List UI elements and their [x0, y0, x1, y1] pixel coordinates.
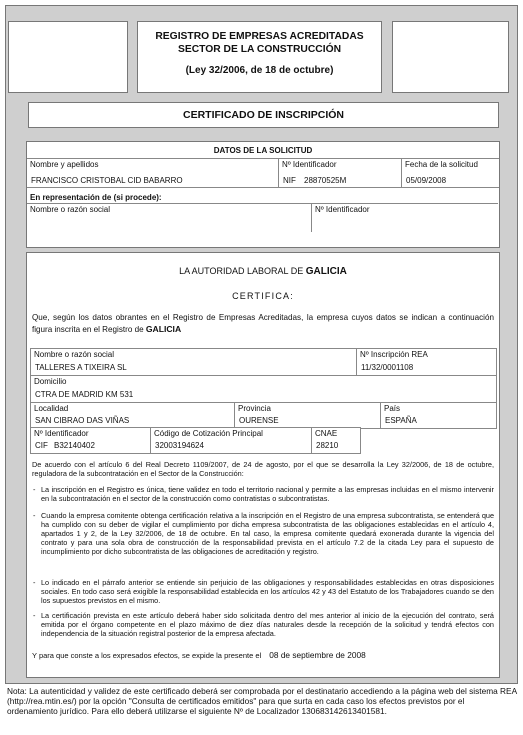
intro-text: Que, según los datos obrantes en el Registro de Empresas Acreditadas, la empresa cuyos datos se indican a continuación figura inscrita en el Registro de	[32, 313, 494, 334]
cif-label: Nº Identificador	[34, 429, 89, 438]
province-label: Provincia	[238, 404, 271, 413]
ccc-value: 32003194624	[155, 441, 204, 450]
cnae-value: 28210	[316, 441, 339, 450]
header-right-panel	[392, 21, 509, 93]
company-name-value: TALLERES A TIXEIRA SL	[35, 363, 127, 372]
applicant-name-label: Nombre y apellidos	[30, 160, 99, 169]
cnae-cell	[311, 427, 361, 454]
applicant-name-value: FRANCISCO CRISTOBAL CID BABARRO	[31, 176, 183, 185]
rea-number-value: 11/32/0001108	[361, 363, 414, 372]
applicant-id-type: NIF	[283, 176, 296, 185]
closing-line	[32, 650, 366, 660]
certifica-heading: CERTIFICA:	[232, 291, 294, 301]
locality-cell	[30, 402, 236, 429]
certificate-frame	[5, 5, 518, 684]
country-cell	[380, 402, 497, 429]
bullet-dash-3: -	[33, 578, 36, 587]
legal-bullet-3: Lo indicado en el párrafo anterior se entiende sin perjuicio de las obligaciones y responsabilidades establecidas en otras disposiciones sociales. En todo caso será exigible la responsabilidad establecida en los artículos 42 y 43 del Estatuto de los Trabajadores cuando se den los supuestos previstos en el mismo.	[41, 578, 494, 606]
country-label: País	[384, 404, 401, 413]
rea-number-cell	[356, 348, 497, 377]
request-date-cell	[401, 158, 499, 188]
legal-bullet-1: La inscripción en el Registro es única, tiene validez en todo el territorio nacional y permite a las empresas incluidas en el mismo intervenir en la subcontratación en el sector de la construcción como contratistas o subcontratistas.	[41, 485, 494, 504]
bullet-dash-4: -	[33, 611, 36, 620]
applicant-id-cell	[278, 158, 403, 188]
locality-label: Localidad	[34, 404, 69, 413]
representative-id-cell	[311, 203, 498, 232]
law-reference: (Ley 32/2006, de 18 de octubre)	[185, 65, 334, 76]
ccc-label: Código de Cotización Principal	[154, 429, 263, 438]
header-title-box	[137, 21, 382, 93]
footnote: Nota: La autenticidad y validez de este certificado deberá ser comprobada por el destinatario accediendo a la página web del sistema REA (http://rea.mtin.es/) por la opción "Consulta de certificados emitidos" para que surta en cada caso los efectos previstos por el ordenamiento jurídico. Para ello deberá utilizarse el siguiente Nº de Localizador 130683142613401581.	[7, 686, 517, 717]
sector-title: SECTOR DE LA CONSTRUCCIÓN	[177, 44, 342, 55]
authority-region: GALICIA	[305, 266, 347, 277]
authority-prefix: LA AUTORIDAD LABORAL DE	[179, 266, 304, 276]
authority-heading	[27, 266, 499, 277]
legal-bullet-4: La certificación prevista en este artículo deberá haber sido solicitada dentro del mes anterior al inicio de la ejecución del contrato, será emitida por el órgano competente en el plazo máximo de diez días naturales desde la recepción de la solicitud y tendrá efectos con independencia de la situación registral posterior de la empresa afectada.	[41, 611, 494, 639]
certificate-title: CERTIFICADO DE INSCRIPCIÓN	[182, 109, 344, 121]
request-date-value: 05/09/2008	[406, 176, 447, 185]
address-cell	[30, 375, 497, 404]
company-name-label: Nombre o razón social	[34, 350, 115, 359]
intro-region: GALICIA	[145, 323, 182, 334]
intro-paragraph	[32, 313, 494, 335]
cif-type: CIF	[35, 441, 48, 450]
cif-value: B32140402	[54, 441, 95, 450]
company-name-cell	[30, 348, 358, 377]
representation-label: En representación de (si procede):	[30, 193, 162, 202]
bullet-dash-2: -	[33, 511, 36, 520]
ccc-cell	[150, 427, 313, 454]
header-left-panel	[8, 21, 128, 93]
applicant-id-value: 28870525M	[304, 176, 347, 185]
province-cell	[234, 402, 382, 429]
applicant-id-label: Nº Identificador	[282, 160, 337, 169]
country-value: ESPAÑA	[385, 416, 417, 425]
legal-intro: De acuerdo con el artículo 6 del Real Decreto 1109/2007, de 24 de agosto, por el que se desarrolla la Ley 32/2006, de 18 de octubre, reguladora de la subcontratación en el Sector de la Construcción:	[32, 460, 494, 479]
locality-value: SAN CIBRAO DAS VIÑAS	[35, 416, 130, 425]
certificate-title-box	[28, 102, 499, 128]
representative-name-label: Nombre o razón social	[30, 205, 111, 214]
legal-bullet-2: Cuando la empresa comitente obtenga certificación relativa a la inscripción en el Registro de una empresa subcontratista, se entenderá que ha cumplido con su deber de vigilar el cumplimiento por dicha empresa subcontratista de las obligaciones establecidas en el artículo 4, apartados 1 y 2, de la Ley 32/2006, de 18 de octubre. En tal caso, la empresa comitente quedará exonerada durante la vigencia del contrato y para una sola obra de construcción de la responsabilidad prevista en el artículo 7.2 de la citada Ley para el supuesto de incumplimiento por dicho subcontratista de las obligaciones de acreditación y registro.	[41, 511, 494, 557]
address-value: CTRA DE MADRID KM 531	[35, 390, 134, 399]
closing-text: Y para que conste a los expresados efectos, se expide la presente el	[32, 651, 262, 660]
authority-section	[26, 252, 500, 678]
cif-cell	[30, 427, 152, 454]
rea-number-label: Nº Inscripción REA	[360, 350, 428, 359]
bullet-dash-1: -	[33, 485, 36, 494]
representative-name-cell	[27, 203, 312, 232]
address-label: Domicilio	[34, 377, 67, 386]
representative-id-label: Nº Identificador	[315, 205, 370, 214]
solicitud-section	[26, 141, 500, 248]
request-date-label: Fecha de la solicitud	[405, 160, 478, 169]
applicant-name-cell	[27, 158, 279, 188]
cnae-label: CNAE	[315, 429, 338, 438]
registry-title: REGISTRO DE EMPRESAS ACREDITADAS	[155, 31, 364, 42]
issue-date: 08 de septiembre de 2008	[269, 650, 366, 660]
province-value: OURENSE	[239, 416, 279, 425]
solicitud-title: DATOS DE LA SOLICITUD	[213, 146, 313, 155]
